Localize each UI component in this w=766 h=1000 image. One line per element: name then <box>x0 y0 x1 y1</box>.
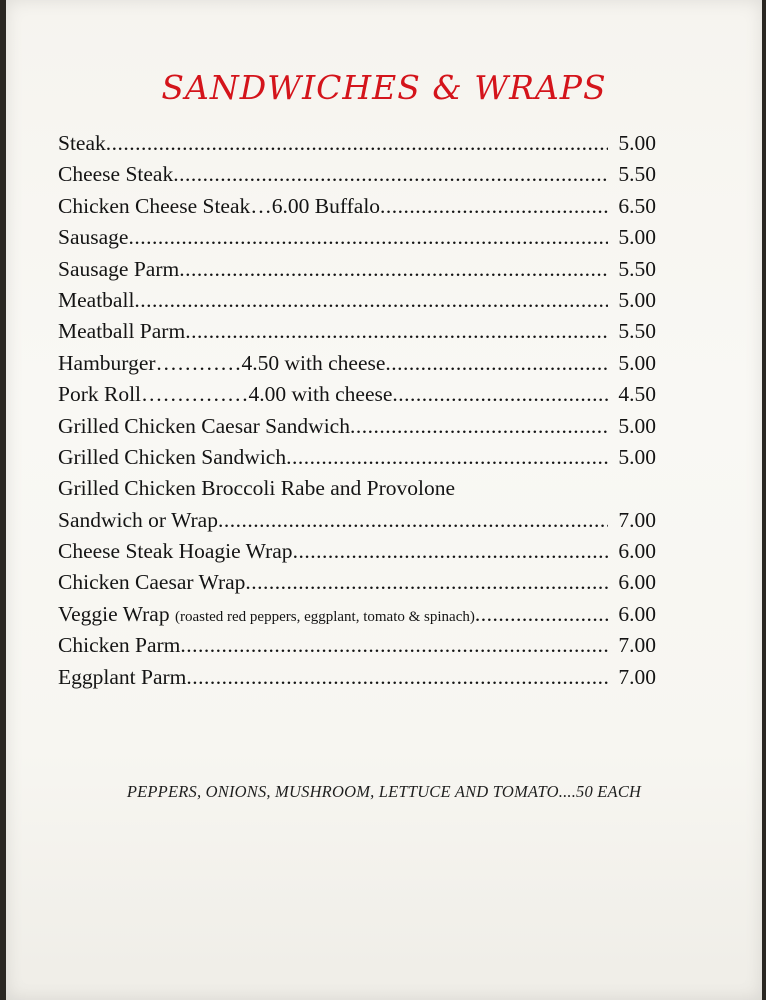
menu-item <box>58 567 656 598</box>
menu-item <box>58 442 656 473</box>
menu-item-price: 5.00 <box>618 444 656 469</box>
menu-item-price: 7.00 <box>618 507 656 532</box>
menu-item-name: Chicken Parm <box>58 633 181 658</box>
menu-item-price: 5.00 <box>618 131 656 155</box>
menu-item <box>58 285 656 316</box>
menu-item <box>58 128 656 159</box>
menu-item-price: 6.00 <box>618 539 656 564</box>
menu-item-name: Veggie Wrap <box>58 601 170 626</box>
menu-item <box>58 159 656 190</box>
menu-item <box>58 379 656 410</box>
menu-item-price: 5.50 <box>618 256 656 281</box>
menu-item <box>58 599 656 630</box>
menu-item-name: Cheese Steak Hoagie Wrap <box>58 539 293 564</box>
menu-item-name: Chicken Caesar Wrap <box>58 570 246 595</box>
menu-item-name: Meatball <box>58 287 135 312</box>
menu-item-price: 5.00 <box>618 287 656 312</box>
menu-item-name: Sandwich or Wrap <box>58 507 218 532</box>
menu-item <box>58 630 656 661</box>
menu-item <box>58 222 656 253</box>
menu-item-price: 7.00 <box>618 633 656 658</box>
menu-item <box>58 536 656 567</box>
toppings-note: PEPPERS, ONIONS, MUSHROOM, LETTUCE AND TOMATO....50 EACH <box>126 782 642 801</box>
menu-item-price: 5.00 <box>618 350 656 375</box>
menu-item <box>58 411 656 442</box>
menu-page <box>6 0 762 1000</box>
menu-item-price: 6.50 <box>618 193 656 218</box>
menu-item-name: Hamburger…………4.50 with cheese <box>58 350 386 375</box>
menu-item-name: Sausage Parm <box>58 256 180 281</box>
menu-item <box>58 473 656 504</box>
menu-item-name: Cheese Steak <box>58 162 174 187</box>
menu-item-name: Chicken Cheese Steak…6.00 Buffalo <box>58 193 381 218</box>
menu-item <box>58 505 656 536</box>
menu-item-price: 4.50 <box>618 382 656 407</box>
menu-item <box>58 191 656 222</box>
menu-item-name: Sausage <box>58 225 129 250</box>
menu-item <box>58 662 656 693</box>
menu-item-note: (roasted red peppers, eggplant, tomato & spinach) <box>174 608 475 625</box>
menu-item-price: 7.00 <box>618 664 656 689</box>
menu-list <box>58 128 656 693</box>
menu-item-price: 6.00 <box>618 601 656 626</box>
menu-item-name: Grilled Chicken Caesar Sandwich <box>58 413 350 438</box>
menu-item-price: 5.50 <box>618 319 656 344</box>
menu-item-price: 5.50 <box>618 162 656 187</box>
menu-item-name: Meatball Parm <box>58 319 186 344</box>
menu-item-name: Grilled Chicken Broccoli Rabe and Provolone <box>58 476 456 501</box>
menu-item-name: Grilled Chicken Sandwich <box>58 444 287 469</box>
menu-item-price: 5.00 <box>618 413 656 438</box>
menu-item-name: Eggplant Parm <box>58 664 187 689</box>
menu-item <box>58 316 656 347</box>
menu-item-price: 6.00 <box>618 570 656 595</box>
menu-title: SANDWICHES & WRAPS <box>161 68 607 107</box>
menu-item <box>58 348 656 379</box>
menu-item-name: Pork Roll……………4.00 with cheese <box>58 382 393 407</box>
menu-item <box>58 254 656 285</box>
menu-item-price: 5.00 <box>618 225 656 250</box>
menu-item-name: Steak <box>58 131 106 155</box>
